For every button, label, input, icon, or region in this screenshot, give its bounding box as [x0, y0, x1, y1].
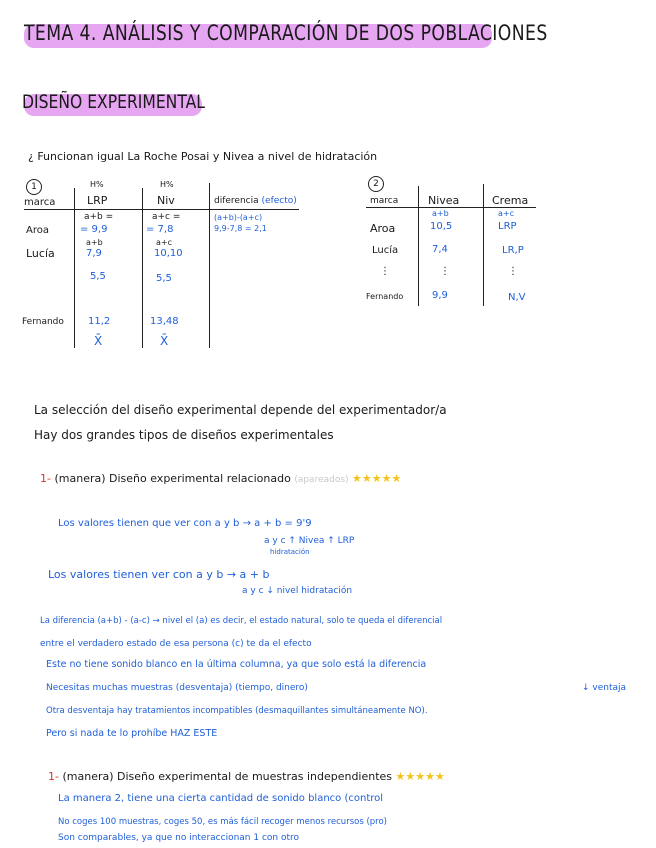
table-2-row-1-v2: LRP — [498, 221, 517, 232]
table-2-row-2-v2: LR,P — [502, 245, 524, 256]
section-heading: DISEÑO EXPERIMENTAL — [22, 91, 205, 113]
table-1-row-1-v1: = 9,9 — [80, 224, 108, 235]
table-1-header-diferencia — [214, 196, 297, 206]
item-2-stars: ★★★★★ — [395, 770, 445, 783]
question-text: ¿ Funcionan igual La Roche Posai y Nivea a nivel de hidratación — [28, 150, 378, 163]
table-2-hline — [366, 207, 536, 208]
item-1-stars: ★★★★★ — [352, 472, 402, 485]
table-1-row-1-d: (a+b)-(a+c) — [214, 213, 263, 222]
item-2-line-3: Son comparables, ya que no interaccionan 1 con otro — [58, 833, 300, 843]
table-2-row-4-v2: N,V — [508, 292, 526, 303]
table-2-vline-1 — [418, 186, 419, 306]
item-1-number: 1- — [40, 472, 51, 485]
item-1-line-3: hidratación — [270, 548, 310, 556]
table-1-row-2-v1-top: a+b — [86, 238, 103, 247]
item-1-extra: (apareados) — [294, 475, 349, 485]
table-1-row-1-name: Aroa — [26, 225, 49, 236]
table-1-row-1-d2: 9,9-7,8 = 2,1 — [214, 224, 267, 233]
table-2-row-3-name: ⋮ — [380, 266, 390, 277]
item-2-line-1: La manera 2, tiene una cierta cantidad de sonido blanco (control — [58, 793, 384, 804]
table-1-row-4-name: Fernando — [22, 317, 64, 327]
table-1-vline-3 — [209, 183, 210, 348]
table-1-header-niv-top: H% — [160, 180, 174, 189]
item-1-line-4: Los valores tienen ver con a y b → a + b — [48, 568, 270, 581]
item-2-number: 1- — [48, 770, 59, 783]
item-1-line-12: Pero si nada te lo prohíbe HAZ ESTE — [46, 728, 218, 739]
table-2-row-2-v1: 7,4 — [432, 244, 448, 255]
table-1-number: 1 — [26, 179, 42, 195]
table-2-header-marca: marca — [370, 196, 399, 206]
item-1-line-8: Este no tiene sonido blanco en la última columna, ya que solo está la diferencia — [46, 659, 427, 670]
table-2-row-4-name: Fernando — [366, 292, 404, 301]
table-1-row-2-v2-top: a+c — [156, 238, 173, 247]
table-2-row-1-name: Aroa — [370, 222, 396, 235]
intro-line-2: Hay dos grandes tipos de diseños experimentales — [34, 428, 334, 442]
table-1-header-niv: Niv — [157, 194, 175, 207]
item-1-line-2: a y c ↑ Nivea ↑ LRP — [264, 536, 355, 546]
table-1-header-lrp: LRP — [87, 194, 108, 207]
item-1-line-6: La diferencia (a+b) - (a-c) → nivel el (a) es decir, el estado natural, solo te queda el diferencial — [40, 616, 443, 626]
table-2-row-4-v1: 9,9 — [432, 290, 448, 301]
item-2-heading — [48, 770, 445, 783]
table-1-row-2-v2: 10,10 — [154, 248, 183, 259]
table-2-row-2-name: Lucía — [372, 245, 399, 256]
table-2-header-crema: Crema — [492, 194, 529, 207]
item-1-line-9: Necesitas muchas muestras (desventaja) (tiempo, dinero) — [46, 683, 308, 693]
table-1-row-3-v1: 5,5 — [90, 271, 106, 282]
item-2-title: (manera) Diseño experimental de muestras independientes — [62, 770, 393, 783]
table-2-row-1-v1-top: a+b — [432, 209, 449, 218]
table-2-header-nivea: Nivea — [428, 194, 460, 207]
table-2-row-1-v2-top: a+c — [498, 209, 515, 218]
table-2-row-3-v2: ⋮ — [508, 266, 518, 277]
table-2-row-3-v1: ⋮ — [440, 266, 450, 277]
item-1-line-5: a y c ↓ nivel hidratación — [242, 586, 353, 596]
table-2-vline-2 — [483, 184, 484, 306]
table-1-vline-2 — [142, 188, 143, 348]
table-1-eq2: a+c = — [152, 212, 181, 222]
table-1-mean-2: X̄ — [160, 334, 169, 348]
table-1-mean-1: X̄ — [94, 334, 103, 348]
intro-line-1: La selección del diseño experimental depende del experimentador/a — [34, 403, 447, 417]
efecto-label: (efecto) — [261, 196, 297, 206]
item-1-title: (manera) Diseño experimental relacionado — [54, 472, 291, 485]
table-1-row-4-v1: 11,2 — [88, 316, 111, 327]
table-1-row-2-v1: 7,9 — [86, 248, 102, 259]
table-1-vline-1 — [74, 188, 75, 348]
table-1-eq1: a+b = — [84, 212, 114, 222]
item-1-line-1: Los valores tienen que ver con a y b → a + b = 9'9 — [58, 518, 312, 529]
item-1-line-11: Otra desventaja hay tratamientos incompatibles (desmaquillantes simultáneamente NO). — [46, 706, 428, 716]
table-1-hline — [24, 209, 299, 210]
table-1-header-lrp-top: H% — [90, 180, 104, 189]
item-1-line-10: ↓ ventaja — [582, 683, 627, 693]
table-2-row-1-v1: 10,5 — [430, 221, 453, 232]
item-1-heading — [40, 472, 401, 485]
table-1-row-1-v2: = 7,8 — [146, 224, 174, 235]
item-2-line-2: No coges 100 muestras, coges 50, es más fácil recoger menos recursos (pro) — [58, 817, 387, 827]
table-1-row-4-v2: 13,48 — [150, 316, 179, 327]
page-title: TEMA 4. ANÁLISIS Y COMPARACIÓN DE DOS POBLACIONES — [24, 21, 548, 45]
table-1-row-2-name: Lucía — [26, 247, 55, 260]
diferencia-label: diferencia — [214, 196, 259, 206]
table-1-row-3-v2: 5,5 — [156, 273, 172, 284]
table-1-header-marca: marca — [24, 197, 56, 208]
table-2-number: 2 — [368, 176, 384, 192]
item-1-line-7: entre el verdadero estado de esa persona (c) te da el efecto — [40, 639, 312, 649]
